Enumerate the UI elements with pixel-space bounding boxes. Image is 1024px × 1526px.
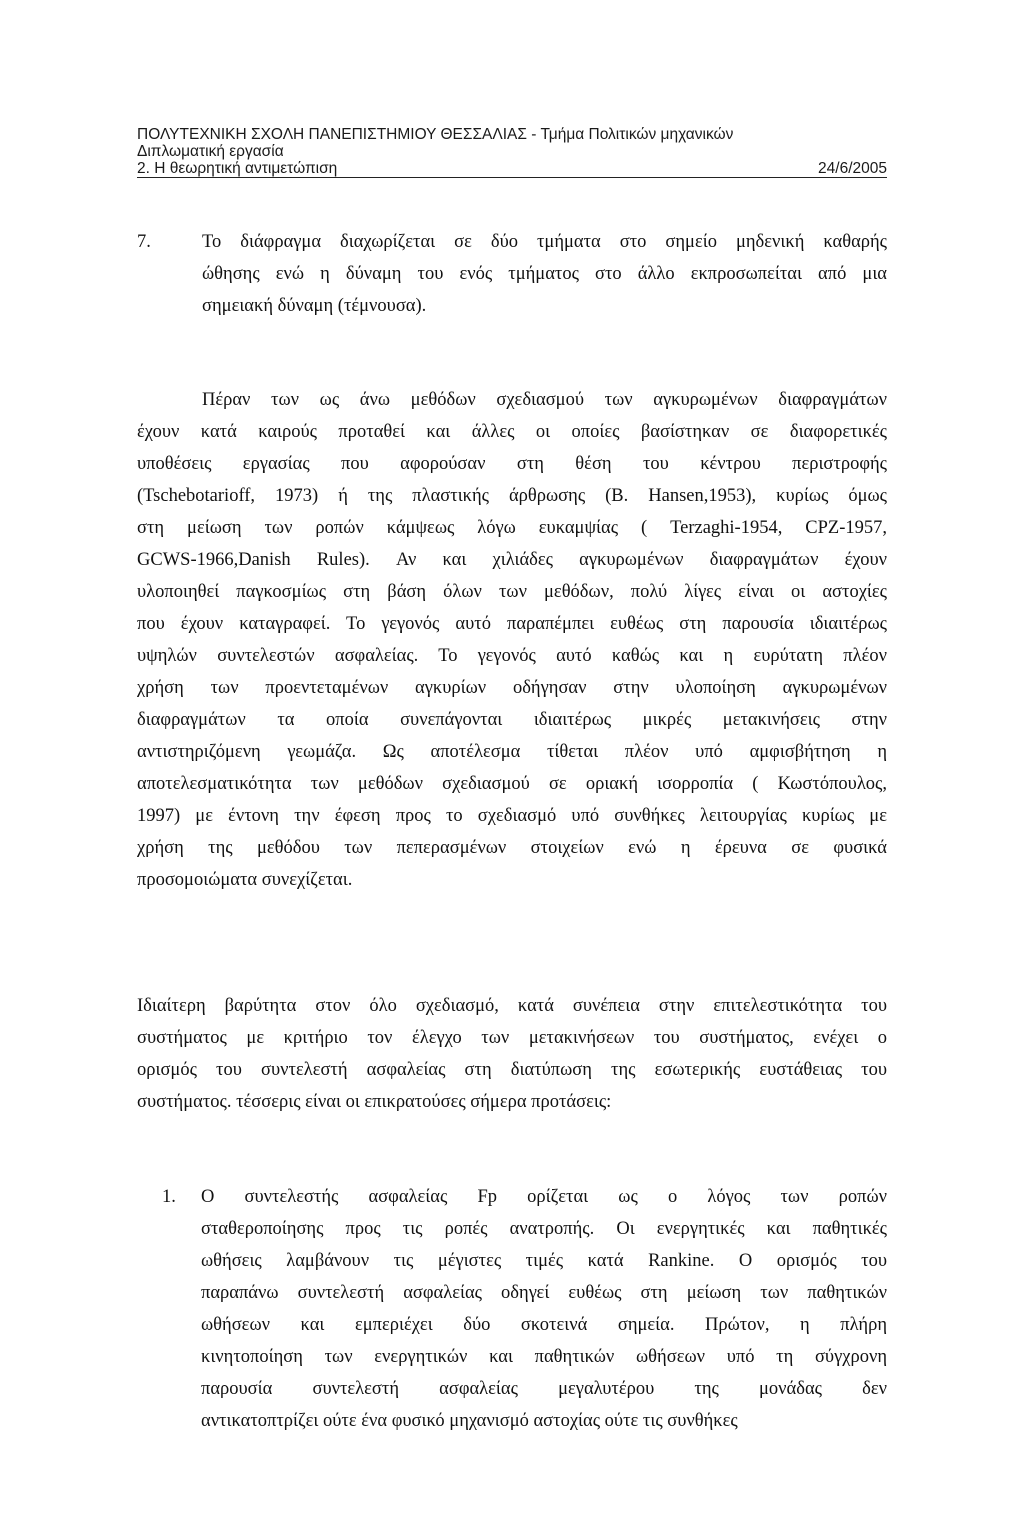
item-1-line-4: παραπάνω συντελεστή ασφαλείας οδηγεί ευθέως στη μείωση των παθητικών — [201, 1283, 887, 1303]
item-7-number: 7. — [137, 232, 151, 252]
header-section-row — [137, 160, 887, 178]
para-1-line-9: υψηλών συντελεστών ασφαλείας. Το γεγονός αυτό καθώς και η ευρύτατη πλέον — [137, 646, 887, 666]
paragraph-2 — [137, 990, 887, 1118]
item-1-line-8: αντικατοπτρίζει ούτε ένα φυσικό μηχανισμό αστοχίας ούτε τις συνθήκες — [201, 1411, 738, 1431]
item-7-line-2: ώθησης ενώ η δύναμη του ενός τμήματος στο άλλο εκπροσωπείται από μια — [202, 264, 887, 284]
paragraph-1 — [137, 384, 887, 896]
para-1-line-7: υλοποιηθεί παγκοσμίως στη βάση όλων των μεθόδων, πολύ λίγες είναι οι αστοχίες — [137, 582, 887, 602]
para-1-line-13: αποτελεσματικότητα των μεθόδων σχεδιασμού σε οριακή ισορροπία ( Κωστόπουλος, — [137, 774, 887, 794]
item-1-line-6: κινητοποίηση των ενεργητικών και παθητικών ωθήσεων υπό τη σύγχρονη — [201, 1347, 887, 1367]
header-section-title: 2. Η θεωρητική αντιμετώπιση — [137, 160, 338, 177]
header-institution: ΠΟΛΥΤΕΧΝΙΚΗ ΣΧΟΛΗ ΠΑΝΕΠΙΣΤΗΜΙΟΥ ΘΕΣΣΑΛΙΑΣ - Τμήμα Πολιτικών μηχανικών — [137, 126, 734, 143]
para-1-line-15: χρήση της μεθόδου των πεπερασμένων στοιχείων ενώ η έρευνα σε φυσικά — [137, 838, 887, 858]
para-1-line-2: έχουν κατά καιρούς προταθεί και άλλες οι οποίες βασίστηκαν σε διαφορετικές — [137, 422, 887, 442]
para-1-line-10: χρήση των προεντεταμένων αγκυρίων οδήγησαν στην υλοποίηση αγκυρωμένων — [137, 678, 887, 698]
header-date: 24/6/2005 — [818, 160, 887, 177]
para-2-line-2: συστήματος με κριτήριο τον έλεγχο των μετακινήσεων του συστήματος, ενέχει ο — [137, 1028, 887, 1048]
item-1-number: 1. — [162, 1187, 176, 1207]
item-1 — [201, 1181, 887, 1437]
item-1-line-2: σταθεροποίησης προς τις ροπές ανατροπής. Οι ενεργητικές και παθητικές — [201, 1219, 887, 1239]
para-1-line-3: υποθέσεις εργασίας που αφορούσαν στη θέση του κέντρου περιστροφής — [137, 454, 887, 474]
para-2-line-4: συστήματος. τέσσερις είναι οι επικρατούσες σήμερα προτάσεις: — [137, 1092, 612, 1112]
para-1-line-11: διαφραγμάτων τα οποία συνεπάγονται ιδιαιτέρως μικρές μετακινήσεις στην — [137, 710, 887, 730]
item-1-line-5: ωθήσεων και εμπεριέχει δύο σκοτεινά σημεία. Πρώτον, η πλήρη — [201, 1315, 887, 1335]
page-header — [137, 126, 887, 178]
item-1-line-7: παρουσία συντελεστή ασφαλείας μεγαλυτέρου της μονάδας δεν — [201, 1379, 887, 1399]
para-1-line-16: προσομοιώματα συνεχίζεται. — [137, 870, 353, 890]
item-1-line-1: Ο συντελεστής ασφαλείας Fp ορίζεται ως ο λόγος των ροπών — [201, 1187, 887, 1207]
item-7-line-3: σημειακή δύναμη (τέμνουσα). — [202, 296, 427, 316]
para-1-line-4: (Tschebotarioff, 1973) ή της πλαστικής άρθρωσης (B. Hansen,1953), κυρίως όμως — [137, 486, 887, 506]
item-7-line-1: 7. Το διάφραγμα διαχωρίζεται σε δύο τμήματα στο σημείο μηδενική καθαρής — [137, 226, 887, 258]
para-1-line-12: αντιστηριζόμενη γεωμάζα. Ως αποτέλεσμα τίθεται πλέον υπό αμφισβήτηση η — [137, 742, 887, 762]
item-7 — [137, 226, 887, 322]
para-1-line-14: 1997) με έντονη την έφεση προς το σχεδιασμό υπό συνθήκες λειτουργίας κυρίως με — [137, 806, 887, 826]
para-1-line-5: στη μείωση των ροπών κάμψεως λόγω ευκαμψίας ( Terzaghi-1954, CPZ-1957, — [137, 518, 887, 538]
item-1-line-3: ωθήσεις λαμβάνουν τις μέγιστες τιμές κατά Rankine. Ο ορισμός του — [201, 1251, 887, 1271]
para-1-line-8: που έχουν καταγραφεί. Το γεγονός αυτό παραπέμπει ευθέως στη παρουσία ιδιαιτέρως — [137, 614, 887, 634]
para-1-line-6: GCWS-1966,Danish Rules). Αν και χιλιάδες αγκυρωμένων διαφραγμάτων έχουν — [137, 550, 887, 570]
para-1-line-1: Πέραν των ως άνω μεθόδων σχεδιασμού των αγκυρωμένων διαφραγμάτων — [202, 390, 887, 410]
para-2-line-1: Ιδιαίτερη βαρύτητα στον όλο σχεδιασμό, κατά συνέπεια στην επιτελεστικότητα του — [137, 996, 887, 1016]
para-2-line-3: ορισμός του συντελεστή ασφαλείας στη διατύπωση της εσωτερικής ευστάθειας του — [137, 1060, 887, 1080]
header-document-type: Διπλωματική εργασία — [137, 143, 284, 160]
